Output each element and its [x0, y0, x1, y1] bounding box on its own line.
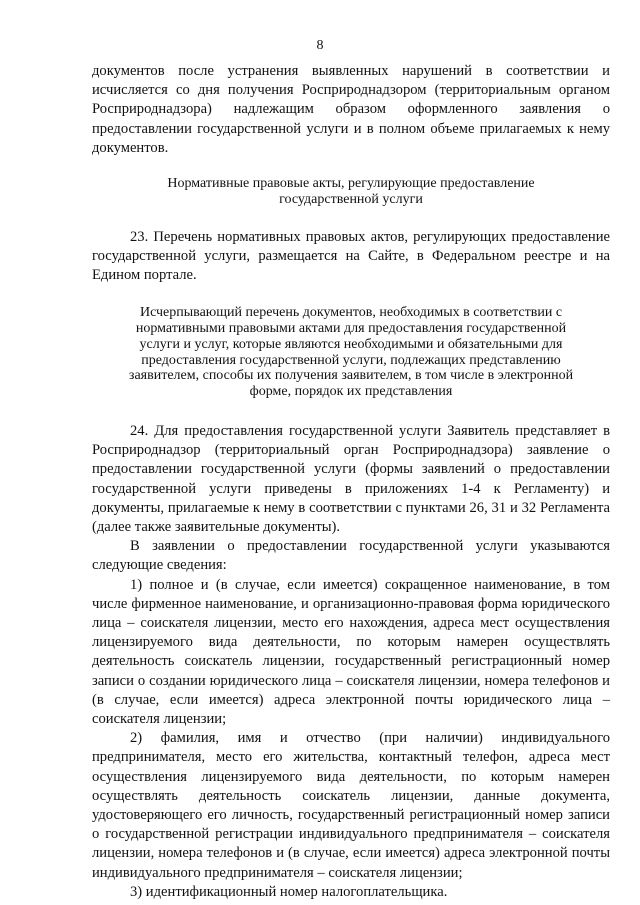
paragraph-24: 24. Для предоставления государственной услуги Заявитель представляет в Росприроднадзор (территориальный орган Росприроднадзора) заявление о предоставлении государственной услуги (формы заявлений о предоставлении государственной услуги приведены в приложениях 1-4 к Регламенту) и документы, прилагаемые к нему в соответствии с пунктами 26, 31 и 32 Регламента (далее также заявительные документы).	[92, 423, 610, 536]
list-item-3: 3) идентификационный номер налогоплательщика.	[130, 883, 448, 900]
list-item-2: 2) фамилия, имя и отчество (при наличии) индивидуального предпринимателя, место его жительства, контактный телефон, адреса мест осуществления лицензируемого вида деятельности, по которым намерен осуществлять деятельность соискатель лицензии, данные документа, удостоверяющего его личность, государственный регистрационный номер записи о государственной регистрации индивидуального предпринимателя – соискателя лицензии, номера телефонов и (в случае, если имеется) адреса электронной почты индивидуального предпринимателя – соискателя лицензии;	[92, 730, 610, 881]
list-item-1: 1) полное и (в случае, если имеется) сокращенное наименование, в том числе фирменное наименование, и организационно-правовая форма юридического лица – соискателя лицензии, место его нахождения, адреса мест осуществления лицензируемого вида деятельности, по которым намерен осуществлять деятельность соискатель лицензии, государственный регистрационный номер записи о создании юридического лица – соискателя лицензии, номера телефонов и (в случае, если имеется) адреса электронной почты юридического лица – соискателя лицензии;	[92, 576, 610, 728]
paragraph-continuation: документов после устранения выявленных нарушений в соответствии и исчисляется со дня получения Росприроднадзором (территориальным органом Росприроднадзора) надлежащим образом оформленного заявления о предоставлении государственной услуги и в полном объеме прилагаемых к нему документов.	[92, 63, 610, 156]
section-heading-legal-acts: Нормативные правовые акты, регулирующие предоставление государственной услуги	[167, 176, 535, 207]
paragraph-23: 23. Перечень нормативных правовых актов, регулирующих предоставление государственной услуги, размещается на Сайте, в Федеральном реестре и на Едином портале.	[92, 228, 610, 284]
page-number: 8	[316, 38, 324, 53]
section-heading-documents: Исчерпывающий перечень документов, необходимых в соответствии с нормативными правовыми актами для предоставления государственной услуги и услуг, которые являются необходимыми и обязательными для предоставления государственной услуги, подлежащих представлению заявителем, способы их получения заявителем, в том числе в электронной форме, порядок их представления	[128, 305, 574, 400]
document-body	[92, 62, 610, 902]
paragraph-intro: В заявлении о предоставлении государственной услуги указываются следующие сведения:	[92, 538, 610, 574]
